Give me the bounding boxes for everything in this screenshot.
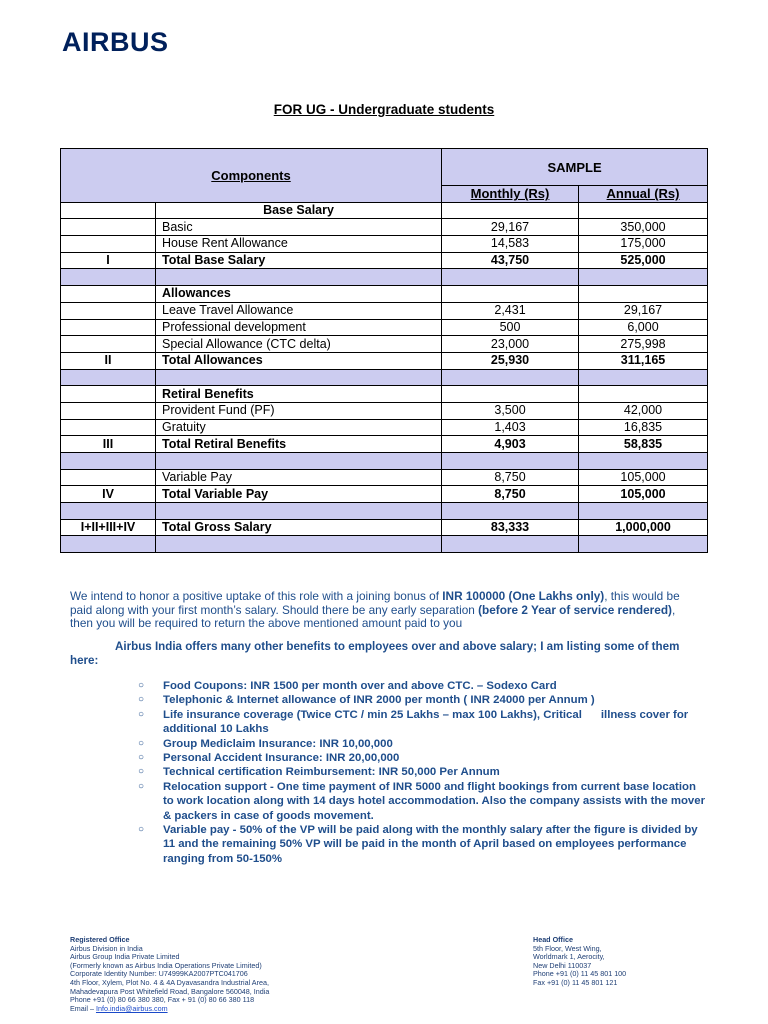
annual-value: 105,000: [579, 486, 708, 503]
benefits-intro: [70, 640, 710, 668]
row-number: I+II+III+IV: [61, 519, 156, 536]
annual-value: 105,000: [579, 469, 708, 486]
annual-value: 1,000,000: [579, 519, 708, 536]
row-label: Total Variable Pay: [156, 486, 442, 503]
row-label: Professional development: [156, 319, 442, 336]
row-label: Variable Pay: [156, 469, 442, 486]
registered-office-footer: [70, 936, 370, 1013]
benefit-text: Personal Accident Insurance: INR 20,00,000: [163, 752, 400, 765]
benefit-text: Group Mediclaim Insurance: INR 10,00,000: [163, 737, 393, 750]
monthly-value: 3,500: [442, 402, 579, 419]
annual-value: 311,165: [579, 352, 708, 369]
annual-value: 16,835: [579, 419, 708, 436]
benefit-text: Life insurance coverage (Twice CTC / min 25 Lakhs – max 100 Lakhs), Critical illness cover for additional 10 Lakhs: [163, 708, 692, 736]
footer-title: Registered Office: [70, 935, 130, 944]
row-label: Total Allowances: [156, 352, 442, 369]
bullet-icon: ○: [138, 780, 145, 792]
benefit-text: Relocation support - One time payment of INR 5000 and flight bookings from current base location to work location along with 14 days hotel accommodation. Also the company assists with the mover & packers in case of goods movement.: [163, 780, 706, 822]
total-row: [61, 436, 708, 453]
annual-header: Annual (Rs): [579, 186, 708, 203]
footer-line: New Delhi 110037: [533, 960, 592, 970]
benefits-intro-line: here:: [70, 654, 99, 667]
email-link[interactable]: Info.india@airbus.com: [95, 1003, 168, 1013]
total-row: [61, 486, 708, 503]
footer-line: 5th Floor, West Wing,: [533, 943, 602, 953]
footer-line: Mahadevapura Post Whitefield Road, Bangalore 560048, India: [70, 986, 270, 996]
footer-line: Corporate Identity Number: U74999KA2007PTC041706: [70, 969, 248, 979]
monthly-value: 500: [442, 319, 579, 336]
row-label: Total Gross Salary: [156, 519, 442, 536]
bullet-icon: ○: [138, 680, 145, 691]
bonus-amount: INR 100000 (One Lakhs only): [442, 589, 605, 603]
monthly-value: 14,583: [442, 236, 579, 253]
separator-row: [61, 453, 708, 470]
bonus-text: We intend to honor a positive uptake of this role with a joining bonus of: [70, 589, 443, 603]
bullet-icon: ○: [138, 766, 145, 778]
footer-title: Head Office: [533, 935, 573, 944]
separation-period: (before 2 Year of service rendered): [478, 602, 672, 617]
separator-row: [61, 269, 708, 286]
section-heading: Allowances: [156, 286, 442, 303]
list-item: [138, 751, 708, 765]
section-heading: Base Salary: [156, 202, 442, 219]
row-number: II: [61, 352, 156, 369]
sample-header: SAMPLE: [442, 149, 708, 186]
list-item: [138, 679, 708, 693]
head-office-footer: [533, 936, 713, 988]
bonus-text: , this would be paid along with your first month’s salary. Should there be any early separation: [70, 589, 680, 617]
bullet-icon: ○: [138, 752, 145, 764]
monthly-value: 25,930: [442, 352, 579, 369]
monthly-value: 23,000: [442, 336, 579, 353]
page-title: FOR UG - Undergraduate students: [273, 102, 495, 117]
separator-row: [61, 536, 708, 553]
components-header: Components: [61, 149, 442, 203]
monthly-value: 29,167: [442, 219, 579, 236]
footer-line: Airbus Group India Private Limited: [70, 952, 180, 962]
annual-value: 175,000: [579, 236, 708, 253]
footer-line: Fax +91 (0) 11 45 801 121: [533, 977, 618, 987]
airbus-logo: AIRBUS: [62, 27, 169, 57]
email-label: Email –: [70, 1003, 96, 1013]
footer-line: Airbus Division in India: [70, 943, 143, 953]
footer-line: Phone +91 (0) 11 45 801 100: [533, 969, 627, 979]
footer-line: Worldmark 1, Aerocity,: [533, 952, 605, 962]
bullet-icon: ○: [138, 708, 145, 720]
monthly-value: 2,431: [442, 302, 579, 319]
table-row: [61, 419, 708, 436]
list-item: [138, 780, 708, 823]
row-label: Basic: [156, 219, 442, 236]
annual-value: 58,835: [579, 436, 708, 453]
benefit-text: Food Coupons: INR 1500 per month over and above CTC. – Sodexo Card: [163, 680, 557, 692]
benefits-list: [138, 679, 708, 866]
row-number: IV: [61, 486, 156, 503]
monthly-value: 1,403: [442, 419, 579, 436]
table-row: [61, 402, 708, 419]
table-row: [61, 386, 708, 403]
table-row: [61, 336, 708, 353]
section-heading: Retiral Benefits: [156, 386, 442, 403]
monthly-header: Monthly (Rs): [442, 186, 579, 203]
row-label: Total Base Salary: [156, 252, 442, 269]
total-row: [61, 252, 708, 269]
benefits-intro-line: Airbus India offers many other benefits to employees over and above salary; I am listing some of them: [115, 640, 680, 653]
row-label: Provident Fund (PF): [156, 402, 442, 419]
table-row: [61, 236, 708, 253]
table-row: [61, 202, 708, 219]
footer-line: (Formerly known as Airbus India Operations Private Limited): [70, 960, 262, 970]
annual-value: 6,000: [579, 319, 708, 336]
total-row: [61, 352, 708, 369]
joining-bonus-paragraph: [70, 590, 700, 631]
row-label: Gratuity: [156, 419, 442, 436]
list-item: [138, 708, 708, 737]
footer-line: 4th Floor, Xylem, Plot No. 4 & 4A Dyavasandra Industrial Area,: [70, 977, 269, 987]
annual-value: 42,000: [579, 402, 708, 419]
table-row: [61, 469, 708, 486]
monthly-value: 83,333: [442, 519, 579, 536]
table-row: [61, 286, 708, 303]
row-label: Special Allowance (CTC delta): [156, 336, 442, 353]
table-row: [61, 302, 708, 319]
benefit-text: Technical certification Reimbursement: INR 50,000 Per Annum: [163, 766, 500, 779]
benefit-text: Variable pay - 50% of the VP will be paid along with the monthly salary after the figure is divided by 11 and the remaining 50% VP will be paid in the month of April based on employees performance ranging from 50-150%: [163, 824, 698, 865]
separator-row: [61, 369, 708, 386]
separator-row: [61, 503, 708, 520]
bonus-text: , then you will be required to return the above mentioned amount paid to you: [70, 602, 676, 630]
row-label: House Rent Allowance: [156, 236, 442, 253]
gross-row: [61, 519, 708, 536]
list-item: [138, 765, 708, 779]
list-item: [138, 737, 708, 751]
row-number: III: [61, 436, 156, 453]
list-item: [138, 693, 708, 707]
monthly-value: 43,750: [442, 252, 579, 269]
annual-value: 350,000: [579, 219, 708, 236]
annual-value: 275,998: [579, 336, 708, 353]
table-row: [61, 319, 708, 336]
table-header-row: [61, 149, 708, 186]
annual-value: 525,000: [579, 252, 708, 269]
salary-table: [60, 148, 708, 553]
bullet-icon: ○: [138, 737, 145, 749]
benefit-text: Telephonic & Internet allowance of INR 2000 per month ( INR 24000 per Annum ): [163, 694, 595, 707]
monthly-value: 8,750: [442, 486, 579, 503]
list-item: [138, 823, 708, 866]
table-row: [61, 219, 708, 236]
row-label: Total Retiral Benefits: [156, 436, 442, 453]
annual-value: 29,167: [579, 302, 708, 319]
row-number: I: [61, 252, 156, 269]
bullet-icon: ○: [138, 694, 145, 706]
row-label: Leave Travel Allowance: [156, 302, 442, 319]
bullet-icon: ○: [138, 824, 145, 836]
monthly-value: 4,903: [442, 436, 579, 453]
monthly-value: 8,750: [442, 469, 579, 486]
footer-email-line: [70, 1005, 370, 1014]
footer-line: Phone +91 (0) 80 66 380 380, Fax + 91 (0) 80 66 380 118: [70, 995, 255, 1005]
